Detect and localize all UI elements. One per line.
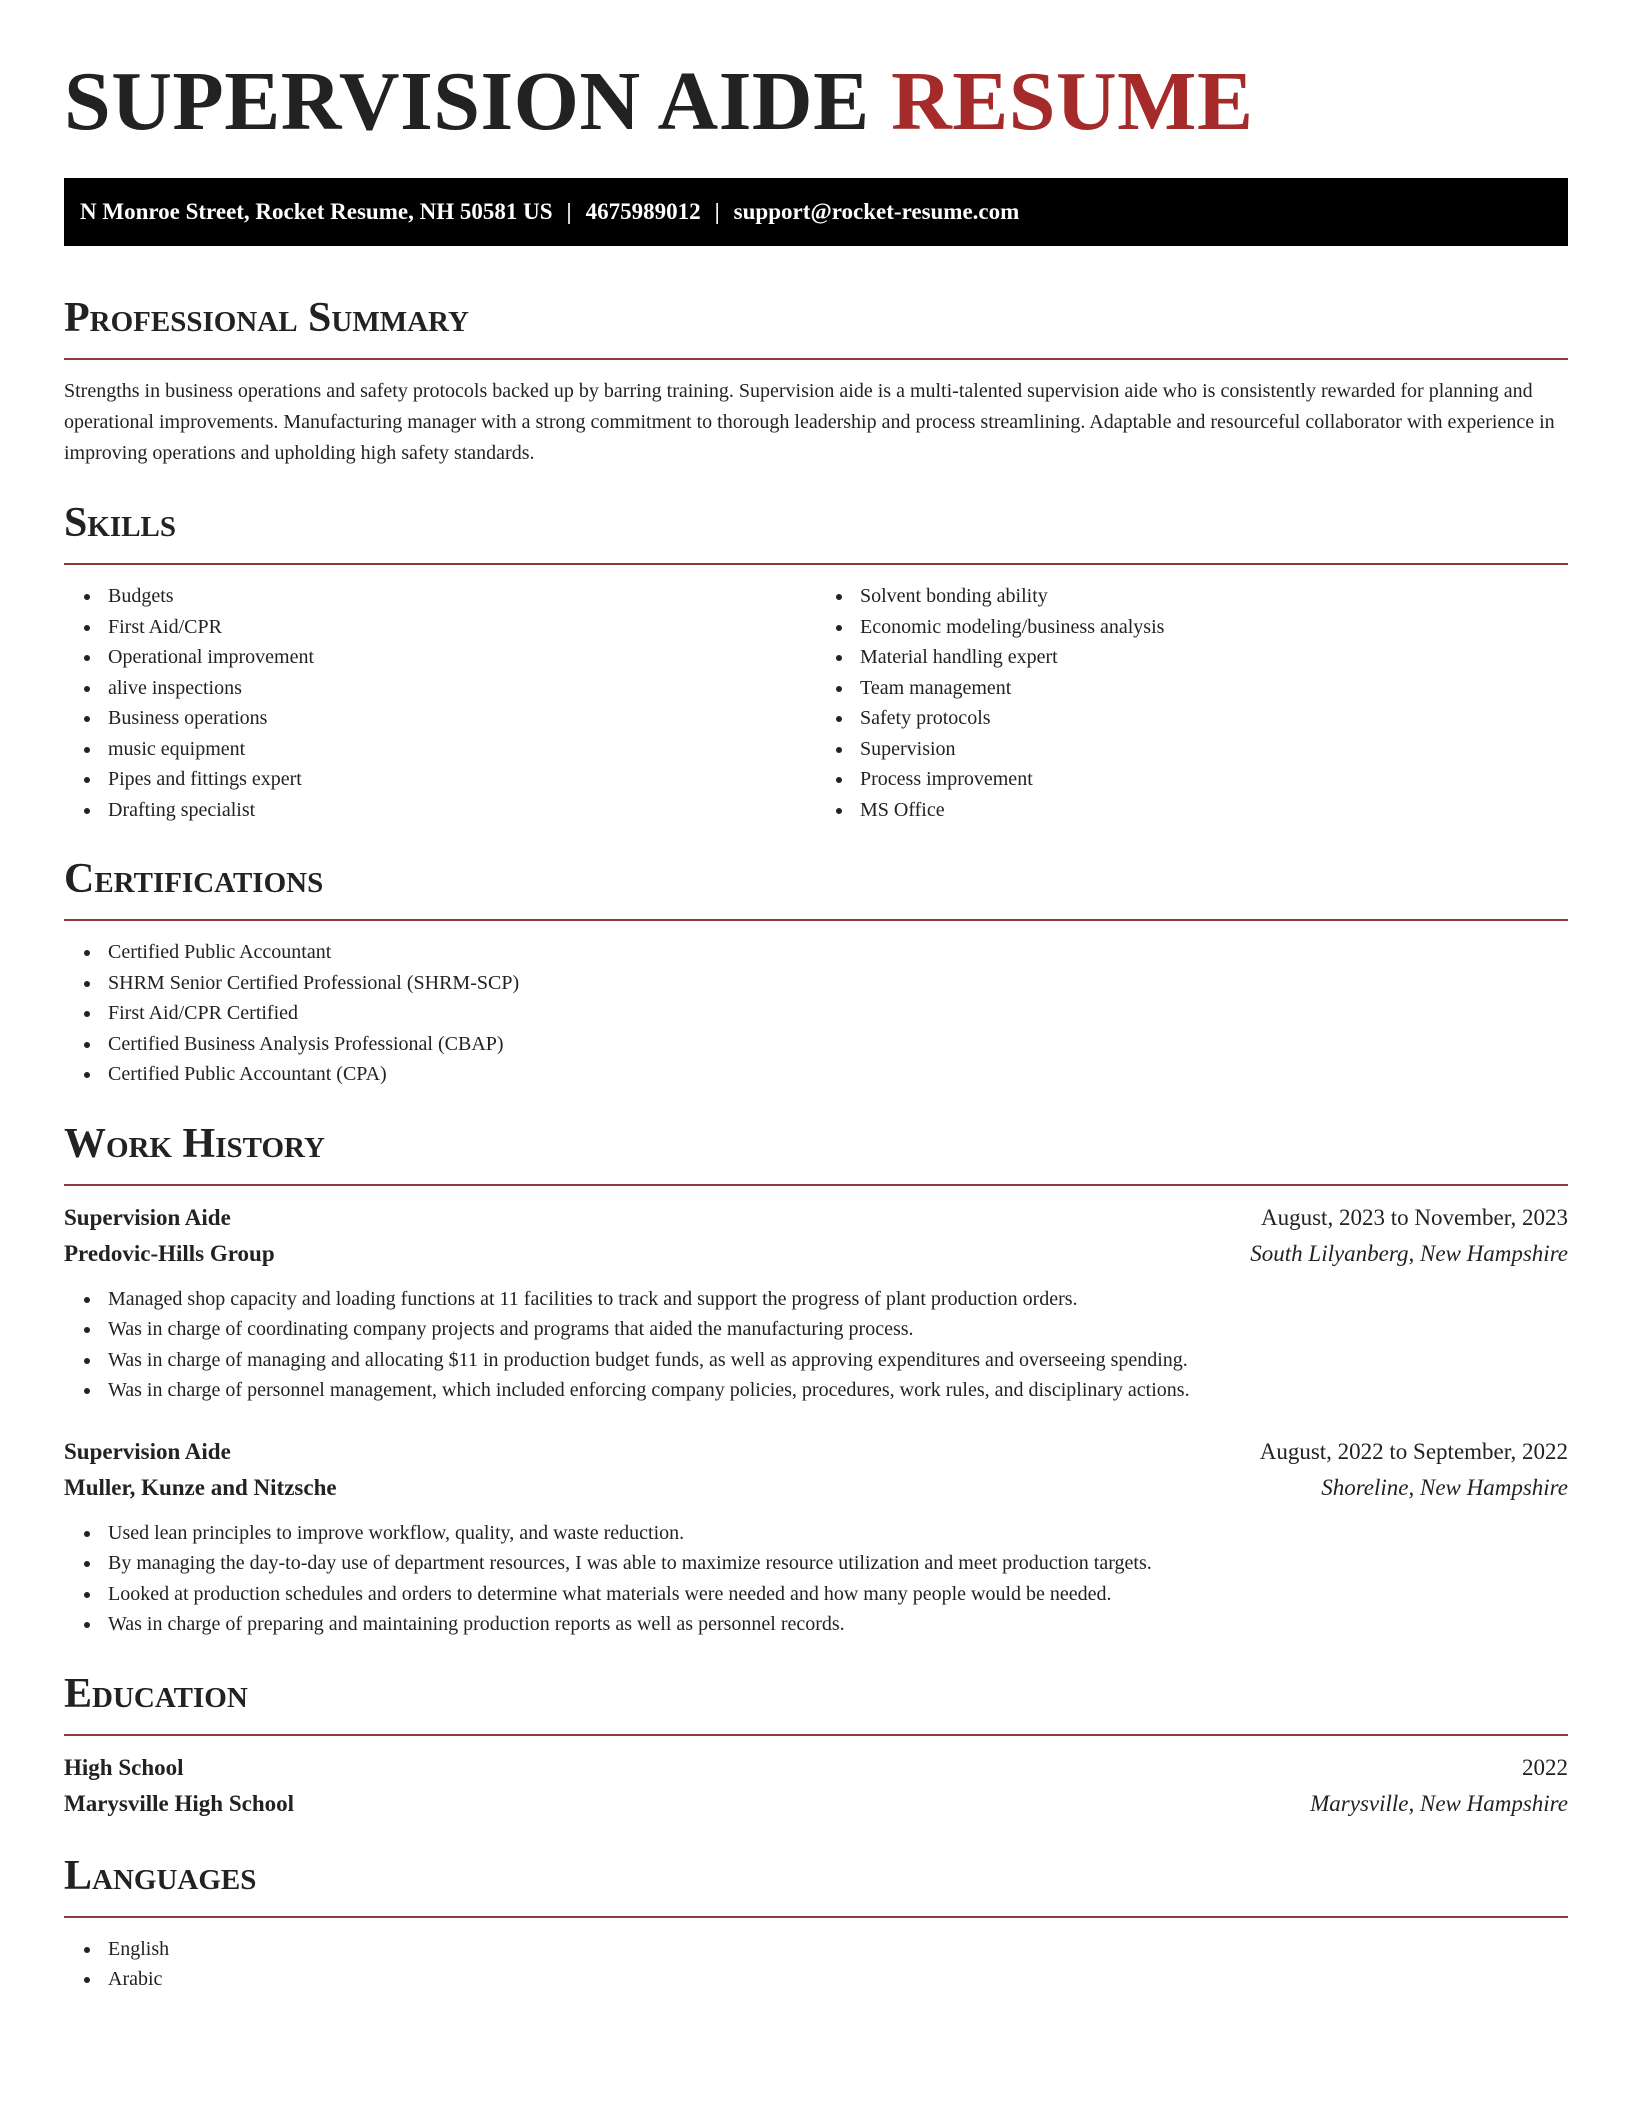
- list-item: Budgets: [108, 581, 816, 612]
- certifications-heading: Certifications: [64, 856, 324, 902]
- list-item: Looked at production schedules and orders to determine what materials were needed and how many people would be needed.: [108, 1579, 1568, 1610]
- list-item: First Aid/CPR: [108, 612, 816, 643]
- list-item: Supervision: [860, 734, 1568, 765]
- list-item: English: [108, 1934, 1568, 1965]
- work-history-section: [64, 1116, 1568, 1640]
- languages-heading: Languages: [64, 1852, 257, 1899]
- education-section: [64, 1666, 1568, 1822]
- education-location: Marysville, New Hampshire: [1310, 1790, 1568, 1816]
- education-school: Marysville High School: [64, 1790, 294, 1816]
- job-dates: August, 2023 to November, 2023: [1261, 1204, 1568, 1230]
- education-heading: Education: [64, 1670, 248, 1717]
- job-entry: [64, 1200, 1568, 1406]
- summary-section: [64, 290, 1568, 469]
- section-divider: [64, 1734, 1568, 1736]
- list-item: Economic modeling/business analysis: [860, 612, 1568, 643]
- list-item: Managed shop capacity and loading functions at 11 facilities to track and support the progress of plant production orders.: [108, 1284, 1568, 1315]
- contact-separator: |: [566, 199, 572, 224]
- job-location: South Lilyanberg, New Hampshire: [1250, 1240, 1568, 1266]
- job-title: Supervision Aide: [64, 1438, 231, 1464]
- section-divider: [64, 1916, 1568, 1918]
- list-item: Certified Public Accountant: [108, 937, 1568, 968]
- list-item: MS Office: [860, 795, 1568, 826]
- job-header-row: [64, 1200, 1568, 1236]
- list-item: Was in charge of coordinating company projects and programs that aided the manufacturing process.: [108, 1314, 1568, 1345]
- languages-section: [64, 1848, 1568, 1995]
- list-item: First Aid/CPR Certified: [108, 998, 1568, 1029]
- job-location: Shoreline, New Hampshire: [1321, 1474, 1568, 1500]
- skills-section: [64, 495, 1568, 825]
- list-item: Process improvement: [860, 764, 1568, 795]
- job-duties-list: [64, 1284, 1568, 1406]
- list-item: Material handling expert: [860, 642, 1568, 673]
- contact-address: N Monroe Street, Rocket Resume, NH 50581 US: [80, 199, 553, 224]
- certifications-list: [64, 937, 1568, 1090]
- list-item: SHRM Senior Certified Professional (SHRM-SCP): [108, 968, 1568, 999]
- job-company: Predovic-Hills Group: [64, 1240, 275, 1266]
- job-company-row: [64, 1470, 1568, 1506]
- contact-email: support@rocket-resume.com: [733, 199, 1020, 224]
- job-entry: [64, 1434, 1568, 1640]
- education-entry: [64, 1750, 1568, 1822]
- job-company: Muller, Kunze and Nitzsche: [64, 1474, 337, 1500]
- skills-grid: [64, 565, 1568, 825]
- list-item: Used lean principles to improve workflow, quality, and waste reduction.: [108, 1518, 1568, 1549]
- contact-bar: [64, 178, 1568, 246]
- section-divider: [64, 1184, 1568, 1186]
- contact-separator: |: [714, 199, 720, 224]
- skills-list-right: [816, 581, 1568, 825]
- education-school-row: [64, 1786, 1568, 1822]
- section-divider: [64, 358, 1568, 360]
- education-degree: High School: [64, 1754, 184, 1780]
- list-item: Arabic: [108, 1964, 1568, 1995]
- languages-list: [64, 1934, 1568, 1995]
- certifications-section: [64, 851, 1568, 1090]
- list-item: Team management: [860, 673, 1568, 704]
- title-accent: RESUME: [891, 55, 1254, 148]
- list-item: Drafting specialist: [108, 795, 816, 826]
- title-main: SUPERVISION AIDE: [64, 55, 870, 148]
- work-history-heading: Work History: [64, 1120, 325, 1167]
- contact-phone: 4675989012: [585, 199, 701, 224]
- list-item: Solvent bonding ability: [860, 581, 1568, 612]
- resume-title: [64, 52, 1568, 152]
- list-item: Operational improvement: [108, 642, 816, 673]
- list-item: alive inspections: [108, 673, 816, 704]
- list-item: Safety protocols: [860, 703, 1568, 734]
- list-item: By managing the day-to-day use of department resources, I was able to maximize resource utilization and meet production targets.: [108, 1548, 1568, 1579]
- education-year: 2022: [1522, 1754, 1568, 1780]
- list-item: Certified Public Accountant (CPA): [108, 1059, 1568, 1090]
- list-item: Business operations: [108, 703, 816, 734]
- list-item: music equipment: [108, 734, 816, 765]
- job-company-row: [64, 1236, 1568, 1272]
- summary-heading: Professional Summary: [64, 295, 469, 341]
- job-header-row: [64, 1434, 1568, 1470]
- skills-heading: Skills: [64, 500, 177, 546]
- list-item: Was in charge of managing and allocating $11 in production budget funds, as well as approving expenditures and overseeing spending.: [108, 1345, 1568, 1376]
- job-title: Supervision Aide: [64, 1204, 231, 1230]
- skills-list-left: [64, 581, 816, 825]
- section-divider: [64, 919, 1568, 921]
- list-item: Was in charge of preparing and maintaining production reports as well as personnel records.: [108, 1609, 1568, 1640]
- education-header-row: [64, 1750, 1568, 1786]
- summary-text: Strengths in business operations and safety protocols backed up by barring training. Supervision aide is a multi-talented supervision aide who is consistently rewarded for planning and operational improvements. Manufacturing manager with a strong commitment to thorough leadership and process streamlining. Adaptable and resourceful collaborator with experience in improving operations and upholding high safety standards.: [64, 380, 1555, 464]
- job-duties-list: [64, 1518, 1568, 1640]
- job-dates: August, 2022 to September, 2022: [1259, 1438, 1568, 1464]
- list-item: Pipes and fittings expert: [108, 764, 816, 795]
- list-item: Was in charge of personnel management, which included enforcing company policies, procedures, work rules, and disciplinary actions.: [108, 1375, 1568, 1406]
- list-item: Certified Business Analysis Professional (CBAP): [108, 1029, 1568, 1060]
